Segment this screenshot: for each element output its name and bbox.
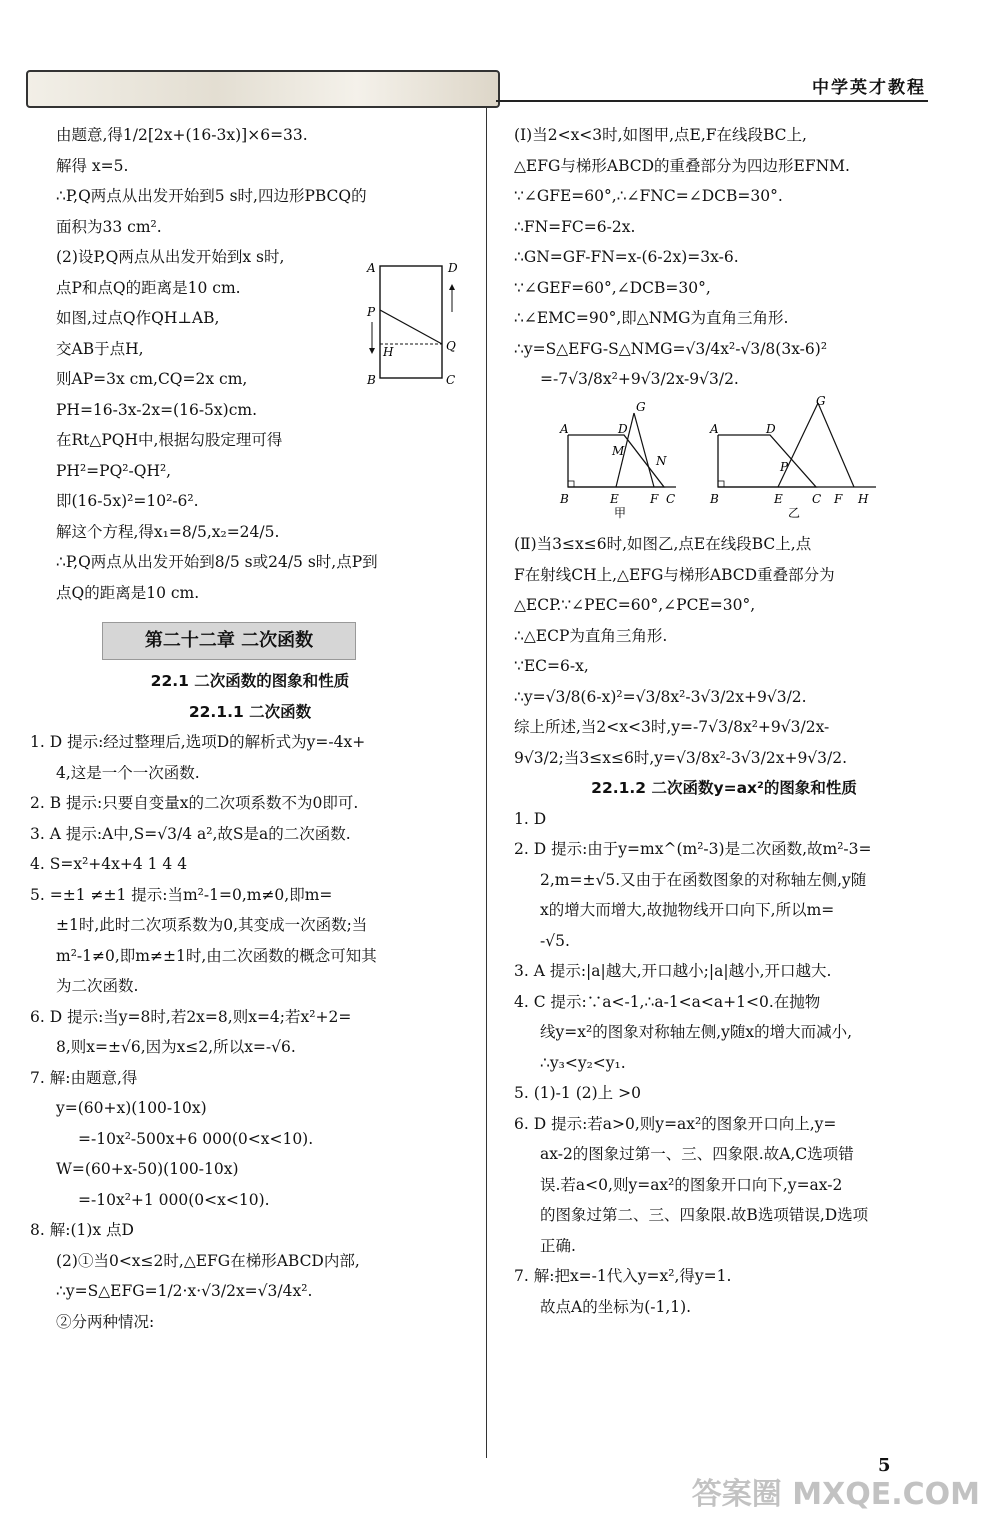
answer-line: 4. C 提示:∵a<-1,∴a-1<a<a+1<0.在抛物 — [514, 992, 821, 1011]
svg-text:G: G — [636, 399, 646, 414]
svg-text:N: N — [656, 453, 667, 468]
answer-line: x的增大而增大,故抛物线开口向下,所以m= — [540, 901, 835, 919]
answer-line: 3. A 提示:|a|越大,开口越小;|a|越小,开口越大. — [514, 962, 832, 980]
text-line: 在Rt△PQH中,根据勾股定理可得 — [56, 431, 283, 449]
watermark: 答案圈 MXQE.COM — [691, 1477, 980, 1512]
figure-yi — [709, 395, 876, 519]
answer-line: 2. B 提示:只要自变量x的二次项系数不为0即可. — [30, 794, 359, 812]
answer-line: 线y=x²的图象对称轴左侧,y随x的增大而减小, — [540, 1023, 853, 1041]
figure-jia — [559, 400, 676, 519]
answer-line: 5. (1)-1 (2)上 >0 — [514, 1084, 641, 1102]
text-line: 9√3/2;当3≤x≤6时,y=√3/8x²-3√3/2x+9√3/2. — [514, 748, 848, 767]
answer-line: ∴y=S△EFG=1/2·x·√3/2x=√3/4x². — [56, 1282, 313, 1300]
subsection-heading: 22.1.2 二次函数y=ax²的图象和性质 — [591, 779, 857, 797]
text-line: ∴y=√3/8(6-x)²=√3/8x²-3√3/2x+9√3/2. — [514, 687, 807, 706]
text-line: ∴△ECP为直角三角形. — [514, 626, 668, 645]
answer-line: -√5. — [540, 931, 570, 950]
header-banner — [26, 70, 500, 108]
text-line: ∴P,Q两点从出发开始到8/5 s或24/5 s时,点P到 — [56, 553, 378, 571]
svg-text:Q: Q — [446, 339, 456, 353]
svg-text:M: M — [612, 443, 625, 458]
text-line: 面积为33 cm². — [56, 217, 162, 236]
answer-line: 8. 解:(1)x 点D — [30, 1221, 134, 1239]
answer-line: (2)①当0<x≤2时,△EFG在梯形ABCD内部, — [56, 1251, 360, 1270]
svg-text:H: H — [383, 345, 394, 359]
svg-text:C: C — [812, 491, 822, 506]
text-line: 由题意,得1/2[2x+(16-3x)]×6=33. — [56, 126, 308, 144]
svg-text:A: A — [560, 421, 569, 436]
text-line: (Ⅱ)当3≤x≤6时,如图乙,点E在线段BC上,点 — [514, 535, 812, 553]
svg-text:D: D — [766, 421, 776, 436]
subsection-heading: 22.1.1 二次函数 — [188, 702, 312, 721]
text-line: ∴y=S△EFG-S△NMG=√3/4x²-√3/8(3x-6)² — [514, 339, 828, 358]
svg-text:B: B — [710, 491, 719, 506]
answer-line: ax-2的图象过第一、三、四象限.故A,C选项错 — [540, 1145, 854, 1163]
answer-line: 2. D 提示:由于y=mx^(m²-3)是二次函数,故m²-3= — [514, 840, 872, 858]
svg-text:E: E — [610, 491, 619, 506]
text-line: (Ⅰ)当2<x<3时,如图甲,点E,F在线段BC上, — [514, 126, 807, 144]
text-line: 综上所述,当2<x<3时,y=-7√3/8x²+9√3/2x- — [514, 718, 830, 736]
svg-text:E: E — [774, 491, 783, 506]
svg-text:B: B — [367, 373, 376, 387]
answer-line: W=(60+x-50)(100-10x) — [56, 1160, 239, 1178]
svg-text:F: F — [834, 491, 843, 506]
text-line: ∴∠EMC=90°,即△NMG为直角三角形. — [514, 309, 789, 327]
text-line: =-7√3/8x²+9√3/2x-9√3/2. — [540, 370, 739, 388]
text-line: F在射线CH上,△EFG与梯形ABCD重叠部分为 — [514, 565, 835, 584]
answer-line: ∴y₃<y₂<y₁. — [540, 1053, 626, 1072]
svg-text:P: P — [367, 305, 376, 319]
header-title: 中学英才教程 — [812, 78, 926, 98]
text-line: 则AP=3x cm,CQ=2x cm, — [56, 370, 248, 388]
chapter-title: 第二十二章 二次函数 — [102, 622, 356, 660]
answer-line: 5. =±1 ≠±1 提示:当m²-1=0,m≠0,即m= — [30, 885, 333, 904]
text-line: 交AB于点H, — [56, 339, 144, 358]
answer-line: ②分两种情况: — [56, 1312, 155, 1331]
text-line: △EFG与梯形ABCD的重叠部分为四边形EFNM. — [514, 156, 850, 175]
answer-line: 误.若a<0,则y=ax²的图象开口向下,y=ax-2 — [540, 1175, 843, 1194]
svg-text:P: P — [780, 459, 789, 474]
text-line: PH=16-3x-2x=(16-5x)cm. — [56, 400, 258, 419]
column-divider — [486, 108, 487, 1458]
answer-line: 3. A 提示:A中,S=√3/4 a²,故S是a的二次函数. — [30, 824, 351, 843]
answer-line: m²-1≠0,即m≠±1时,由二次函数的概念可知其 — [56, 946, 377, 965]
text-line: PH²=PQ²-QH², — [56, 461, 172, 480]
answer-line: 6. D 提示:若a>0,则y=ax²的图象开口向上,y= — [514, 1114, 837, 1133]
text-line: 解得 x=5. — [56, 156, 129, 175]
svg-text:C: C — [666, 491, 676, 506]
text-line: 点Q的距离是10 cm. — [56, 583, 200, 602]
text-line: 如图,过点Q作QH⊥AB, — [56, 309, 220, 327]
text-line: ∵∠GEF=60°,∠DCB=30°, — [514, 278, 711, 297]
answer-line: 8,则x=±√6,因为x≤2,所以x=-√6. — [56, 1038, 296, 1056]
svg-text:F: F — [650, 491, 659, 506]
svg-text:B: B — [560, 491, 569, 506]
text-line: ∵∠GFE=60°,∴∠FNC=∠DCB=30°. — [514, 187, 783, 205]
answer-line: 4. S=x²+4x+4 1 4 4 — [30, 855, 188, 873]
answer-line: 1. D 提示:经过整理后,选项D的解析式为y=-4x+ — [30, 733, 366, 751]
answer-line: 1. D — [514, 809, 547, 828]
answer-line: 为二次函数. — [56, 977, 139, 995]
left-column — [30, 120, 470, 1337]
svg-text:D: D — [618, 421, 628, 436]
svg-text:D: D — [448, 261, 458, 275]
trapezoid-figures — [554, 395, 894, 519]
answer-line: 6. D 提示:当y=8时,若2x=8,则x=4;若x²+2= — [30, 1007, 352, 1026]
answer-line: y=(60+x)(100-10x) — [56, 1099, 207, 1117]
text-line: (2)设P,Q两点从出发开始到x s时, — [56, 248, 285, 266]
answer-line: =-10x²+1 000(0<x<10). — [78, 1190, 270, 1209]
text-line: ∴FN=FC=6-2x. — [514, 217, 636, 236]
text-line: ∴P,Q两点从出发开始到5 s时,四边形PBCQ的 — [56, 187, 367, 205]
svg-text:H: H — [858, 491, 869, 506]
text-line: △ECP.∵∠PEC=60°,∠PCE=30°, — [514, 596, 756, 614]
svg-text:C: C — [446, 373, 456, 387]
svg-text:A: A — [710, 421, 719, 436]
answer-line: 正确. — [540, 1236, 576, 1255]
page-number: 5 — [878, 1455, 891, 1476]
svg-text:G: G — [816, 394, 826, 408]
right-column — [514, 120, 934, 1322]
section-heading: 22.1 二次函数的图象和性质 — [150, 672, 350, 690]
answer-line: ±1时,此时二次项系数为0,其变成一次函数;当 — [56, 916, 368, 934]
svg-text:A: A — [367, 261, 376, 275]
answer-line: 的图象过第二、三、四象限.故B选项错误,D选项 — [540, 1206, 869, 1224]
figure-label-jia: 甲 — [614, 505, 627, 519]
answer-line: 故点A的坐标为(-1,1). — [540, 1297, 692, 1316]
answer-line: 2,m=±√5.又由于在函数图象的对称轴左侧,y随 — [540, 870, 867, 889]
text-line: 即(16-5x)²=10²-6². — [56, 492, 199, 510]
text-line: ∵EC=6-x, — [514, 657, 589, 675]
text-line: 解这个方程,得x₁=8/5,x₂=24/5. — [56, 522, 280, 541]
header-rule — [496, 100, 928, 102]
answer-line: 7. 解:把x=-1代入y=x²,得y=1. — [514, 1267, 732, 1285]
answer-line: 4,这是一个一次函数. — [56, 763, 200, 782]
figure-label-yi: 乙 — [788, 505, 801, 519]
text-line: 点P和点Q的距离是10 cm. — [56, 278, 241, 297]
answer-line: =-10x²-500x+6 000(0<x<10). — [78, 1129, 314, 1148]
text-line: ∴GN=GF-FN=x-(6-2x)=3x-6. — [514, 248, 739, 266]
answer-line: 7. 解:由题意,得 — [30, 1068, 138, 1087]
